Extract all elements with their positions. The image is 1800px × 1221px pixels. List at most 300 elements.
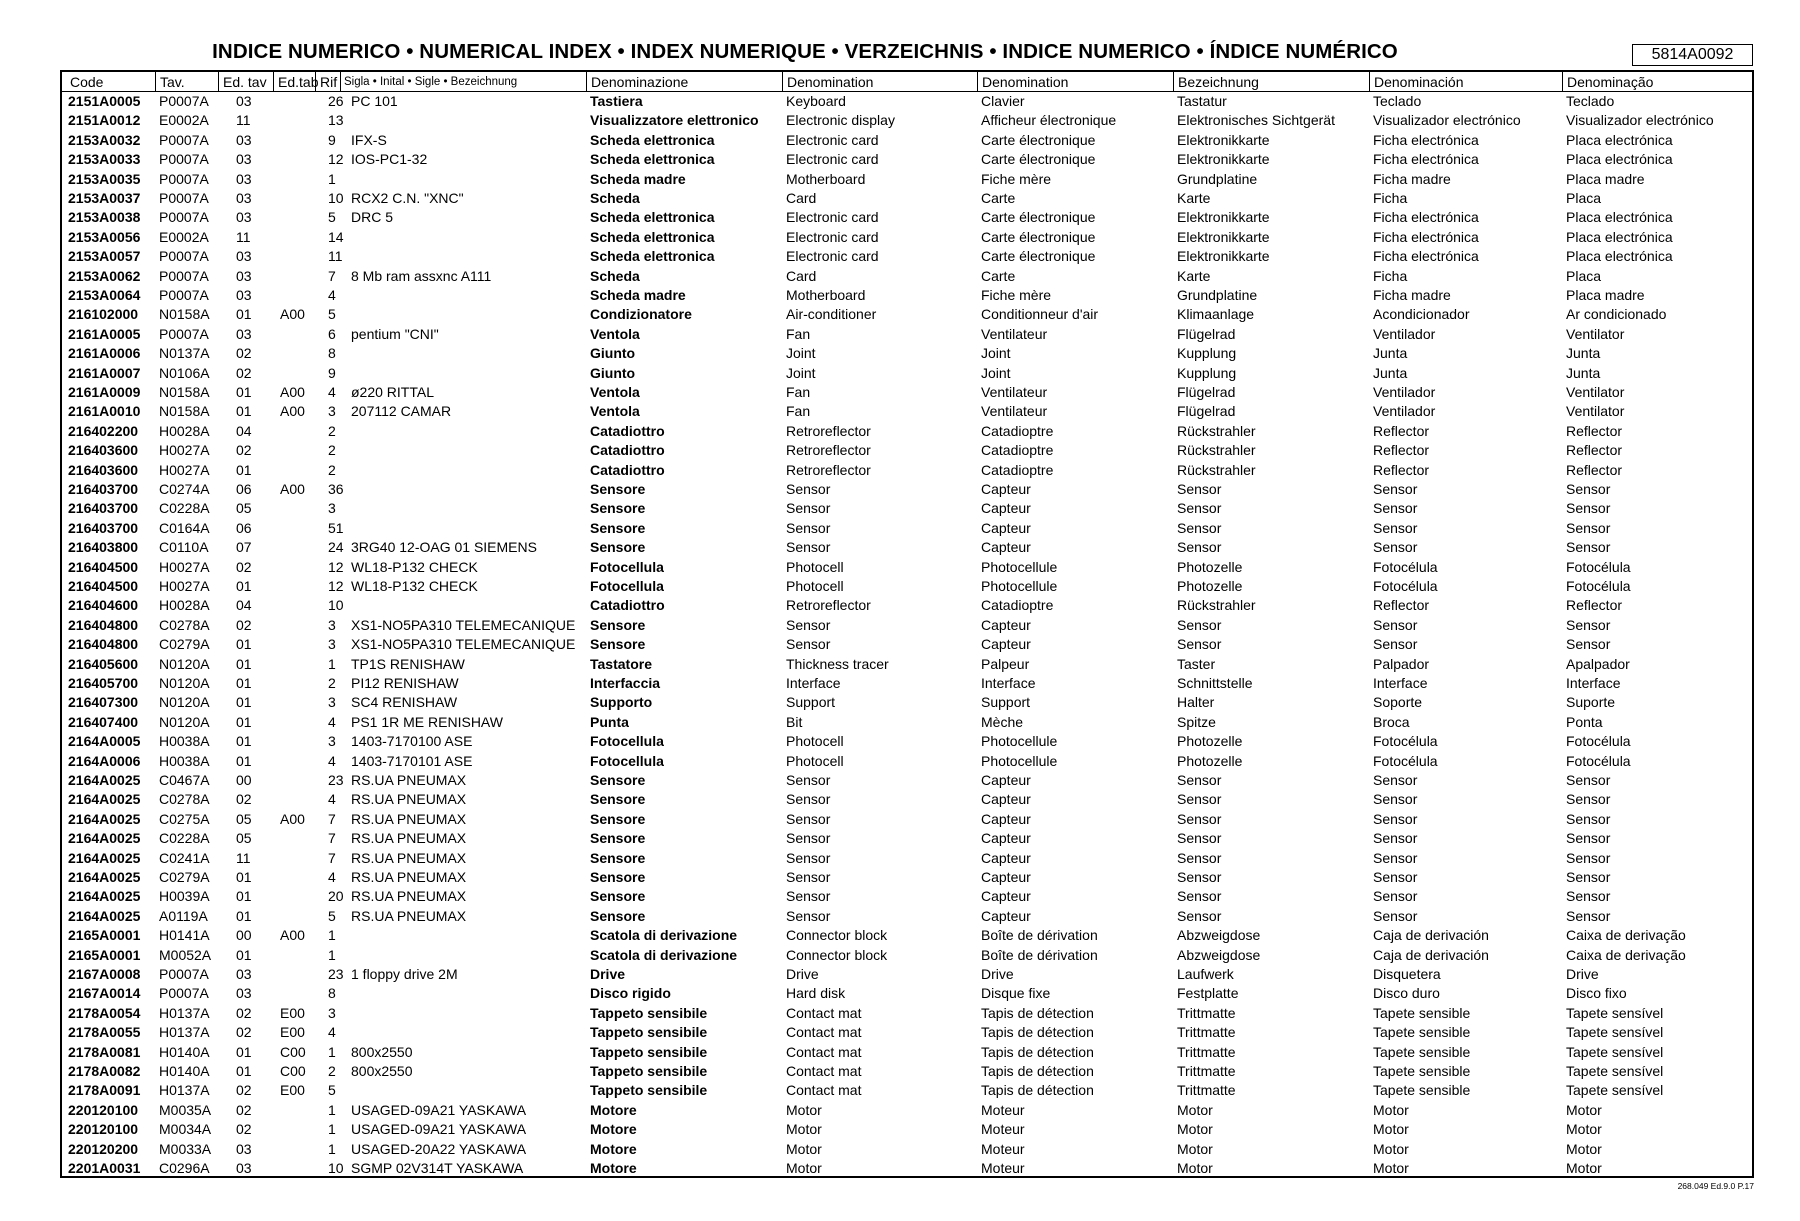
- cell-ed-tav: 01: [236, 636, 252, 653]
- cell-denominacao-pt: Sensor: [1566, 791, 1611, 808]
- table-row: [62, 615, 1752, 634]
- cell-denomination-fr: Photocellule: [981, 578, 1058, 594]
- cell-denominacion-es: Ficha madre: [1373, 287, 1451, 303]
- cell-denominacao-pt: Sensor: [1566, 772, 1611, 788]
- cell-rif: 26: [328, 93, 344, 109]
- table-row: [62, 363, 1752, 382]
- cell-tav: C0110A: [159, 539, 209, 556]
- cell-denominacao-pt: Drive: [1566, 966, 1599, 982]
- cell-denominacion-es: Broca: [1373, 713, 1410, 730]
- cell-denomination-en: Retroreflector: [786, 422, 871, 439]
- cell-denominacao-pt: Junta: [1566, 345, 1601, 362]
- cell-code: 216404600: [68, 597, 139, 614]
- cell-sigla: 800x2550: [351, 1063, 413, 1079]
- table-row: [62, 91, 1752, 110]
- cell-denomination-en: Sensor: [786, 791, 831, 808]
- cell-code: 2153A0038: [68, 209, 141, 226]
- cell-bezeichnung-de: Festplatte: [1177, 985, 1239, 1002]
- cell-denominazione-it: Disco rigido: [590, 985, 671, 1002]
- cell-ed-tav: 03: [236, 1140, 252, 1157]
- cell-tav: H0027A: [159, 442, 210, 459]
- cell-bezeichnung-de: Photozelle: [1177, 558, 1243, 575]
- cell-ed-tav: 01: [236, 675, 252, 691]
- cell-tav: C0467A: [159, 772, 210, 788]
- cell-bezeichnung-de: Halter: [1177, 694, 1215, 711]
- cell-bezeichnung-de: Elektronikkarte: [1177, 248, 1270, 265]
- cell-sigla: 1403-7170100 ASE: [351, 733, 473, 750]
- cell-bezeichnung-de: Flügelrad: [1177, 384, 1236, 400]
- cell-sigla: DRC 5: [351, 209, 394, 226]
- table-row: [62, 1061, 1752, 1080]
- cell-ed-tav: 00: [236, 772, 252, 788]
- cell-rif: 8: [328, 345, 336, 362]
- cell-ed-tav: 06: [236, 519, 252, 536]
- cell-denomination-en: Bit: [786, 713, 803, 730]
- cell-rif: 5: [328, 907, 336, 924]
- cell-rif: 3: [328, 403, 336, 420]
- cell-tav: C0241A: [159, 849, 210, 866]
- cell-bezeichnung-de: Sensor: [1177, 616, 1222, 633]
- cell-denomination-en: Motor: [786, 1160, 822, 1176]
- cell-tav: C0164A: [159, 519, 210, 536]
- cell-denominacion-es: Tapete sensible: [1373, 1082, 1471, 1099]
- cell-rif: 10: [328, 190, 344, 206]
- cell-sigla: WL18-P132 CHECK: [351, 578, 478, 594]
- cell-denominazione-it: Sensore: [590, 791, 646, 808]
- cell-rif: 4: [328, 287, 336, 303]
- cell-denomination-en: Sensor: [786, 616, 831, 633]
- cell-denominacao-pt: Sensor: [1566, 481, 1611, 497]
- cell-ed-tav: 01: [236, 403, 252, 420]
- cell-rif: 11: [328, 248, 343, 265]
- cell-denominacao-pt: Ventilator: [1566, 325, 1625, 342]
- cell-denomination-en: Photocell: [786, 733, 844, 750]
- cell-tav: N0158A: [159, 403, 210, 420]
- cell-ed-tab: C00: [280, 1043, 306, 1060]
- cell-sigla: SGMP 02V314T YASKAWA: [351, 1160, 524, 1176]
- table-row: [62, 479, 1752, 498]
- cell-ed-tav: 03: [236, 1160, 252, 1176]
- cell-tav: P0007A: [159, 267, 209, 284]
- cell-ed-tav: 11: [236, 112, 251, 129]
- cell-bezeichnung-de: Sensor: [1177, 791, 1222, 808]
- cell-denomination-en: Keyboard: [786, 93, 846, 109]
- cell-tav: P0007A: [159, 151, 209, 168]
- cell-code: 2153A0064: [68, 287, 141, 303]
- cell-denominacao-pt: Ventilator: [1566, 403, 1625, 420]
- cell-bezeichnung-de: Rückstrahler: [1177, 422, 1256, 439]
- cell-sigla: RS.UA PNEUMAX: [351, 791, 467, 808]
- cell-denominacion-es: Ficha electrónica: [1373, 228, 1479, 245]
- cell-ed-tav: 02: [236, 345, 252, 362]
- cell-code: 216403600: [68, 442, 139, 459]
- cell-denomination-en: Sensor: [786, 869, 831, 885]
- cell-sigla: RS.UA PNEUMAX: [351, 869, 467, 885]
- cell-ed-tav: 01: [236, 578, 252, 594]
- cell-ed-tav: 01: [236, 752, 252, 769]
- column-header-bezeichnung-de: Bezeichnung: [1173, 72, 1369, 91]
- cell-denominacion-es: Tapete sensible: [1373, 1063, 1471, 1079]
- cell-ed-tav: 01: [236, 733, 252, 750]
- cell-tav: H0027A: [159, 578, 210, 594]
- cell-rif: 5: [328, 306, 336, 323]
- cell-tav: H0028A: [159, 422, 210, 439]
- cell-ed-tav: 02: [236, 616, 252, 633]
- cell-denominazione-it: Ventola: [590, 403, 640, 420]
- cell-denominacao-pt: Placa electrónica: [1566, 248, 1673, 265]
- table-row: [62, 110, 1752, 129]
- cell-code: 216404800: [68, 636, 139, 653]
- cell-rif: 4: [328, 713, 336, 730]
- cell-ed-tav: 01: [236, 869, 252, 885]
- cell-bezeichnung-de: Sensor: [1177, 772, 1222, 788]
- cell-denominacion-es: Sensor: [1373, 772, 1418, 788]
- cell-sigla: PI12 RENISHAW: [351, 675, 459, 691]
- cell-denomination-fr: Joint: [981, 345, 1011, 362]
- cell-sigla: RS.UA PNEUMAX: [351, 849, 467, 866]
- cell-tav: C0279A: [159, 636, 210, 653]
- cell-denominacao-pt: Placa electrónica: [1566, 209, 1673, 226]
- cell-rif: 4: [328, 384, 336, 400]
- cell-rif: 7: [328, 830, 336, 847]
- cell-denomination-en: Electronic card: [786, 151, 879, 168]
- cell-denominacao-pt: Tapete sensível: [1566, 1024, 1664, 1041]
- table-row: [62, 440, 1752, 459]
- cell-bezeichnung-de: Photozelle: [1177, 733, 1243, 750]
- cell-bezeichnung-de: Sensor: [1177, 907, 1222, 924]
- cell-ed-tav: 02: [236, 1121, 252, 1138]
- cell-denomination-fr: Capteur: [981, 907, 1031, 924]
- cell-rif: 51: [328, 519, 344, 536]
- table-row: [62, 343, 1752, 362]
- cell-bezeichnung-de: Rückstrahler: [1177, 461, 1256, 478]
- table-row: [62, 828, 1752, 847]
- cell-denominacion-es: Motor: [1373, 1140, 1409, 1157]
- cell-bezeichnung-de: Trittmatte: [1177, 1063, 1236, 1079]
- cell-denominacion-es: Caja de derivación: [1373, 927, 1489, 944]
- cell-denominacao-pt: Placa madre: [1566, 287, 1645, 303]
- cell-sigla: 3RG40 12-OAG 01 SIEMENS: [351, 539, 537, 556]
- cell-denomination-fr: Moteur: [981, 1101, 1025, 1118]
- cell-ed-tab: E00: [280, 1024, 305, 1041]
- cell-denominacao-pt: Tapete sensível: [1566, 1063, 1664, 1079]
- cell-denominazione-it: Sensore: [590, 636, 646, 653]
- table-row: [62, 188, 1752, 207]
- cell-rif: 1: [328, 1140, 336, 1157]
- cell-rif: 13: [328, 112, 344, 129]
- table-row: [62, 848, 1752, 867]
- cell-denomination-en: Interface: [786, 675, 841, 691]
- cell-denomination-en: Sensor: [786, 849, 831, 866]
- column-header-denominazione-it: Denominazione: [586, 72, 782, 91]
- cell-tav: P0007A: [159, 170, 209, 187]
- cell-ed-tav: 02: [236, 1082, 252, 1099]
- cell-denomination-en: Sensor: [786, 888, 831, 905]
- cell-ed-tav: 01: [236, 461, 252, 478]
- cell-denomination-fr: Disque fixe: [981, 985, 1051, 1002]
- cell-code: 2153A0032: [68, 131, 141, 148]
- cell-rif: 1: [328, 946, 336, 963]
- cell-denomination-fr: Capteur: [981, 810, 1031, 827]
- table-row: [62, 498, 1752, 517]
- cell-ed-tav: 05: [236, 830, 252, 847]
- cell-rif: 4: [328, 752, 336, 769]
- cell-denominacao-pt: Suporte: [1566, 694, 1616, 711]
- cell-denomination-fr: Conditionneur d'air: [981, 306, 1099, 323]
- cell-code: 2178A0091: [68, 1082, 141, 1099]
- cell-denominacao-pt: Caixa de derivação: [1566, 927, 1686, 944]
- cell-ed-tab: A00: [280, 810, 305, 827]
- cell-tav: P0007A: [159, 93, 209, 109]
- cell-denomination-en: Sensor: [786, 810, 831, 827]
- cell-ed-tav: 05: [236, 500, 252, 517]
- cell-code: 216403800: [68, 539, 139, 556]
- cell-denominacao-pt: Sensor: [1566, 810, 1611, 827]
- cell-denominacion-es: Reflector: [1373, 422, 1430, 439]
- table-row: [62, 634, 1752, 653]
- cell-denominazione-it: Tappeto sensibile: [590, 1043, 708, 1060]
- cell-code: 216407300: [68, 694, 139, 711]
- cell-denominacion-es: Sensor: [1373, 849, 1418, 866]
- cell-code: 2151A0012: [68, 112, 141, 129]
- cell-denomination-en: Support: [786, 694, 836, 711]
- cell-denomination-fr: Fiche mère: [981, 170, 1052, 187]
- cell-bezeichnung-de: Elektronikkarte: [1177, 209, 1270, 226]
- cell-denomination-fr: Catadioptre: [981, 422, 1054, 439]
- cell-bezeichnung-de: Flügelrad: [1177, 325, 1236, 342]
- cell-code: 2164A0025: [68, 869, 141, 885]
- cell-ed-tab: C00: [280, 1063, 306, 1079]
- cell-rif: 14: [328, 228, 344, 245]
- cell-code: 2164A0025: [68, 849, 141, 866]
- cell-denominacao-pt: Placa: [1566, 267, 1602, 284]
- table-row: [62, 401, 1752, 420]
- cell-sigla: RCX2 C.N. "XNC": [351, 190, 464, 206]
- table-row: [62, 1042, 1752, 1061]
- cell-denominacao-pt: Sensor: [1566, 519, 1611, 536]
- cell-rif: 2: [328, 1063, 336, 1079]
- cell-denominacao-pt: Tapete sensível: [1566, 1004, 1664, 1021]
- cell-code: 216403600: [68, 461, 139, 478]
- table-row: [62, 964, 1752, 983]
- table-row: [62, 324, 1752, 343]
- cell-denomination-en: Sensor: [786, 539, 831, 556]
- cell-denomination-en: Photocell: [786, 578, 844, 594]
- table-row: [62, 304, 1752, 323]
- cell-denomination-en: Joint: [786, 364, 816, 381]
- cell-tav: P0007A: [159, 985, 209, 1002]
- cell-denominazione-it: Scheda elettronica: [590, 248, 715, 265]
- cell-rif: 1: [328, 1043, 336, 1060]
- cell-denomination-en: Retroreflector: [786, 461, 871, 478]
- cell-code: 216402200: [68, 422, 139, 439]
- cell-ed-tav: 11: [236, 849, 251, 866]
- cell-denominazione-it: Tappeto sensibile: [590, 1063, 708, 1079]
- cell-sigla: IFX-S: [351, 131, 387, 148]
- cell-denomination-fr: Capteur: [981, 830, 1031, 847]
- cell-denominacion-es: Acondicionador: [1373, 306, 1470, 323]
- cell-tav: N0137A: [159, 345, 210, 362]
- cell-denominazione-it: Fotocellula: [590, 558, 664, 575]
- cell-denomination-en: Air-conditioner: [786, 306, 877, 323]
- cell-sigla: WL18-P132 CHECK: [351, 558, 478, 575]
- cell-rif: 4: [328, 791, 336, 808]
- cell-rif: 2: [328, 675, 336, 691]
- cell-code: 2201A0031: [68, 1160, 141, 1176]
- cell-denomination-fr: Capteur: [981, 500, 1031, 517]
- cell-bezeichnung-de: Rückstrahler: [1177, 442, 1256, 459]
- cell-denominazione-it: Sensore: [590, 888, 646, 905]
- cell-sigla: RS.UA PNEUMAX: [351, 772, 467, 788]
- table-row: [62, 731, 1752, 750]
- cell-tav: C0275A: [159, 810, 210, 827]
- cell-code: 2164A0005: [68, 733, 141, 750]
- cell-denominazione-it: Giunto: [590, 364, 636, 381]
- cell-denomination-fr: Catadioptre: [981, 461, 1054, 478]
- cell-denominazione-it: Tappeto sensibile: [590, 1004, 708, 1021]
- cell-denomination-fr: Photocellule: [981, 558, 1058, 575]
- cell-ed-tav: 03: [236, 985, 252, 1002]
- cell-denomination-en: Connector block: [786, 946, 888, 963]
- cell-denominazione-it: Catadiottro: [590, 422, 665, 439]
- cell-rif: 1: [328, 1121, 336, 1138]
- page-footer: 268.049 Ed.9.0 P.17: [1677, 1181, 1754, 1191]
- cell-denominacion-es: Sensor: [1373, 481, 1418, 497]
- cell-denominacion-es: Junta: [1373, 364, 1408, 381]
- cell-sigla: SC4 RENISHAW: [351, 694, 458, 711]
- cell-denomination-fr: Capteur: [981, 772, 1031, 788]
- cell-denominacion-es: Ficha: [1373, 267, 1408, 284]
- cell-denomination-en: Motor: [786, 1101, 822, 1118]
- cell-rif: 2: [328, 442, 336, 459]
- cell-code: 2153A0033: [68, 151, 141, 168]
- cell-tav: P0007A: [159, 209, 209, 226]
- cell-denominacao-pt: Placa electrónica: [1566, 151, 1673, 168]
- cell-ed-tav: 01: [236, 946, 252, 963]
- cell-denominazione-it: Scheda elettronica: [590, 151, 715, 168]
- cell-denominacion-es: Tapete sensible: [1373, 1004, 1471, 1021]
- cell-code: 216403700: [68, 519, 139, 536]
- cell-denominazione-it: Scheda elettronica: [590, 209, 715, 226]
- cell-denominacion-es: Ficha: [1373, 190, 1408, 206]
- cell-denominacion-es: Sensor: [1373, 519, 1418, 536]
- cell-ed-tav: 04: [236, 597, 252, 614]
- cell-denominacion-es: Sensor: [1373, 636, 1418, 653]
- cell-tav: H0038A: [159, 733, 210, 750]
- cell-denominacion-es: Interface: [1373, 675, 1428, 691]
- cell-denominazione-it: Condizionatore: [590, 306, 692, 323]
- cell-bezeichnung-de: Klimaanlage: [1177, 306, 1255, 323]
- cell-bezeichnung-de: Sensor: [1177, 888, 1222, 905]
- cell-code: 216405700: [68, 675, 139, 691]
- cell-tav: H0027A: [159, 558, 210, 575]
- table-row: [62, 886, 1752, 905]
- cell-denominacao-pt: Disco fixo: [1566, 985, 1627, 1002]
- table-row: [62, 751, 1752, 770]
- cell-rif: 3: [328, 694, 336, 711]
- cell-rif: 23: [328, 966, 344, 982]
- cell-code: 2164A0025: [68, 888, 141, 905]
- cell-tav: C0279A: [159, 869, 210, 885]
- cell-denominazione-it: Drive: [590, 966, 626, 982]
- cell-denominacion-es: Disquetera: [1373, 966, 1441, 982]
- column-header-sigla: Sigla • Inital • Sigle • Bezeichnung: [340, 72, 586, 91]
- cell-rif: 12: [328, 151, 344, 168]
- cell-denominacion-es: Disco duro: [1373, 985, 1440, 1002]
- cell-denomination-fr: Capteur: [981, 869, 1031, 885]
- cell-denomination-en: Electronic card: [786, 209, 879, 226]
- cell-denominacion-es: Sensor: [1373, 888, 1418, 905]
- cell-denominacao-pt: Reflector: [1566, 461, 1623, 478]
- cell-denomination-en: Joint: [786, 345, 816, 362]
- cell-bezeichnung-de: Rückstrahler: [1177, 597, 1256, 614]
- table-row: [62, 692, 1752, 711]
- cell-sigla: TP1S RENISHAW: [351, 655, 465, 672]
- cell-ed-tav: 02: [236, 442, 252, 459]
- cell-denomination-fr: Moteur: [981, 1160, 1025, 1176]
- cell-code: 2164A0025: [68, 791, 141, 808]
- cell-rif: 2: [328, 461, 336, 478]
- cell-denominacao-pt: Visualizador electrónico: [1566, 112, 1714, 129]
- cell-ed-tav: 03: [236, 170, 252, 187]
- table-row: [62, 712, 1752, 731]
- cell-code: 2178A0054: [68, 1004, 141, 1021]
- cell-sigla: 1403-7170101 ASE: [351, 752, 473, 769]
- cell-code: 216407400: [68, 713, 139, 730]
- cell-ed-tav: 01: [236, 694, 252, 711]
- cell-denominazione-it: Ventola: [590, 325, 640, 342]
- cell-ed-tav: 01: [236, 1063, 252, 1079]
- cell-rif: 1: [328, 927, 336, 944]
- column-header-denomination-fr: Denomination: [977, 72, 1173, 91]
- cell-denominazione-it: Scatola di derivazione: [590, 946, 738, 963]
- cell-ed-tav: 02: [236, 364, 252, 381]
- cell-code: 216403700: [68, 500, 139, 517]
- cell-ed-tav: 03: [236, 966, 252, 982]
- cell-tav: C0274A: [159, 481, 210, 497]
- cell-denominacao-pt: Ar condicionado: [1566, 306, 1667, 323]
- cell-sigla: pentium "CNI": [351, 325, 439, 342]
- cell-denominacion-es: Tapete sensible: [1373, 1043, 1471, 1060]
- cell-denomination-fr: Tapis de détection: [981, 1024, 1094, 1041]
- table-row: [62, 654, 1752, 673]
- cell-denominazione-it: Catadiottro: [590, 597, 665, 614]
- cell-denominacion-es: Sensor: [1373, 830, 1418, 847]
- cell-bezeichnung-de: Elektronikkarte: [1177, 131, 1270, 148]
- cell-ed-tav: 03: [236, 267, 252, 284]
- cell-denomination-fr: Carte électronique: [981, 248, 1096, 265]
- cell-bezeichnung-de: Elektronisches Sichtgerät: [1177, 112, 1335, 129]
- cell-denominazione-it: Tappeto sensibile: [590, 1024, 708, 1041]
- cell-bezeichnung-de: Flügelrad: [1177, 403, 1236, 420]
- cell-denomination-fr: Catadioptre: [981, 442, 1054, 459]
- cell-denominazione-it: Sensore: [590, 500, 646, 517]
- cell-denominacao-pt: Motor: [1566, 1101, 1602, 1118]
- cell-denomination-fr: Capteur: [981, 849, 1031, 866]
- cell-bezeichnung-de: Motor: [1177, 1121, 1213, 1138]
- cell-code: 2161A0007: [68, 364, 141, 381]
- cell-denomination-en: Electronic card: [786, 248, 879, 265]
- table-row: [62, 983, 1752, 1002]
- cell-denominacion-es: Ventilador: [1373, 325, 1436, 342]
- cell-tav: H0137A: [159, 1082, 210, 1099]
- cell-denominacion-es: Reflector: [1373, 442, 1430, 459]
- cell-sigla: RS.UA PNEUMAX: [351, 830, 467, 847]
- cell-tav: N0120A: [159, 694, 210, 711]
- cell-bezeichnung-de: Sensor: [1177, 500, 1222, 517]
- cell-code: 216404500: [68, 558, 139, 575]
- cell-bezeichnung-de: Abzweigdose: [1177, 927, 1261, 944]
